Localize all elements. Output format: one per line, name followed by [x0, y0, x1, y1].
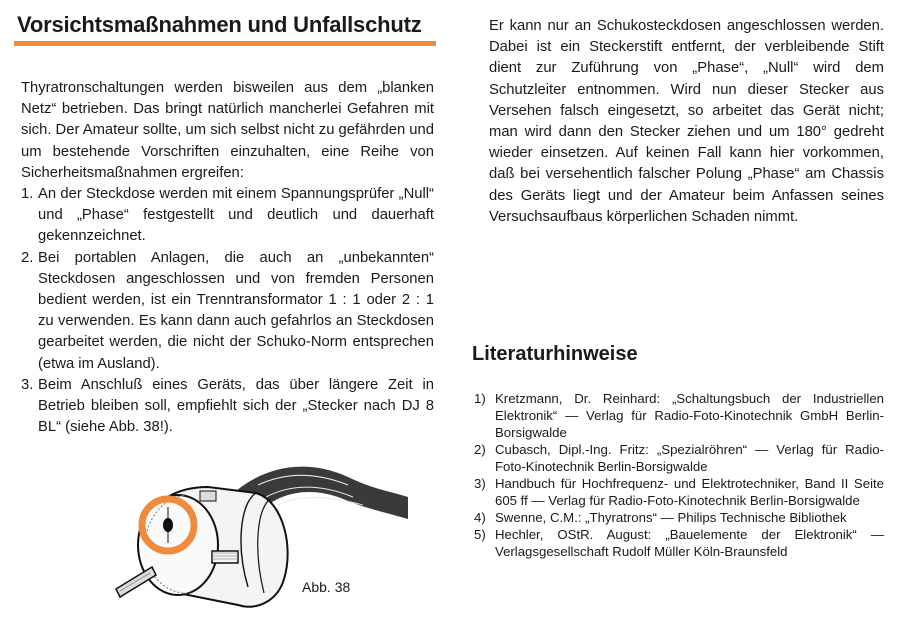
- reference-item: [474, 441, 884, 475]
- right-column: [489, 16, 884, 228]
- reference-text: Kretzmann, Dr. Reinhard: „Schaltungsbuch der Industriellen Elektronik“ — Verlag für Radio-Foto-Kinotechnik GmbH Berlin-Borsigwalde: [495, 391, 884, 440]
- plug-illustration: [108, 455, 408, 615]
- reference-item: [474, 526, 884, 560]
- left-column: [21, 78, 434, 438]
- safety-rule: [21, 375, 434, 439]
- continuation-paragraph: Er kann nur an Schukosteckdosen angeschlossen werden. Dabei ist ein Steckerstift entfernt, der verbleibende Stift dient zur Zuführung von „Phase“, „Null“ wird dem Schutzleiter entnommen. Wird nun dieser Stecker aus Versehen falsch eingesetzt, so arbeitet das Gerät nicht; man wird dann den Stecker ziehen und um 180° gedreht wieder einsetzen. Auf keinen Fall kann hier vorkommen, daß bei versehentlich falscher Polung „Phase“ am Chassis des Geräts liegt und der Amateur beim Anfassen seines Versuchsaufbaus körperlichen Schaden nimmt.: [489, 18, 884, 225]
- reference-number: 4): [474, 510, 486, 525]
- references-heading: Literaturhinweise: [472, 343, 638, 365]
- reference-number: 3): [474, 476, 486, 491]
- reference-number: 5): [474, 527, 486, 542]
- reference-text: Hechler, OStR. August: „Bauelemente der Elektronik“ — Verlagsgesellschaft Rudolf Müller Köln-Braunsfeld: [495, 527, 884, 559]
- reference-text: Swenne, C.M.: „Thyratrons“ — Philips Technische Bibliothek: [495, 510, 847, 525]
- rule-number: 2.: [21, 249, 34, 266]
- safety-rule: [21, 184, 434, 248]
- reference-item: [474, 390, 884, 441]
- safety-rule: [21, 248, 434, 375]
- rule-number: 3.: [21, 376, 34, 393]
- intro-paragraph: Thyratronschaltungen werden bisweilen aus dem „blanken Netz“ betrieben. Das bringt natürlich mancherlei Gefahren mit sich. Der Amateur sollte, um sich selbst nicht zu gefährden und um bestehende Vorschriften einzuhalten, eine Reihe von Sicherheitsmaßnahmen ergreifen:: [21, 80, 434, 181]
- references-list: [474, 390, 884, 560]
- heading-underline: [14, 41, 436, 46]
- section-heading: Vorsichtsmaßnahmen und Unfallschutz: [17, 12, 422, 37]
- safety-rules-list: [21, 184, 434, 438]
- figure-caption: Abb. 38: [302, 579, 351, 595]
- rule-text: Bei portablen Anlagen, die auch an „unbekannten“ Steckdosen angeschlossen und von fremden Personen bedient werden, ist ein Trenntransformator 1 : 1 oder 2 : 1 zu verwenden. Es kann dann auch gefahrlos an Steckdosen gearbeitet werden, die nicht der Schuko-Norm entsprechen (etwa im Ausland).: [38, 249, 434, 372]
- reference-number: 1): [474, 391, 486, 406]
- rule-number: 1.: [21, 186, 34, 203]
- rule-text: Beim Anschluß eines Geräts, das über längere Zeit in Betrieb bleiben soll, empfiehlt sich der „Stecker nach DJ 8 BL“ (siehe Abb. 38!).: [38, 376, 434, 436]
- reference-text: Handbuch für Hochfrequenz- und Elektrotechniker, Band II Seite 605 ff — Verlag für Radio-Foto-Kinotechnik Berlin-Borsigwalde: [495, 476, 884, 508]
- reference-item: [474, 475, 884, 509]
- reference-number: 2): [474, 442, 486, 457]
- reference-text: Cubasch, Dipl.-Ing. Fritz: „Spezialröhren“ — Verlag für Radio-Foto-Kinotechnik Berlin-Borsigwalde: [495, 442, 884, 474]
- rule-text: An der Steckdose werden mit einem Spannungsprüfer „Null“ und „Phase“ festgestellt und deutlich und dauerhaft gekennzeichnet.: [38, 186, 434, 245]
- reference-item: [474, 509, 884, 526]
